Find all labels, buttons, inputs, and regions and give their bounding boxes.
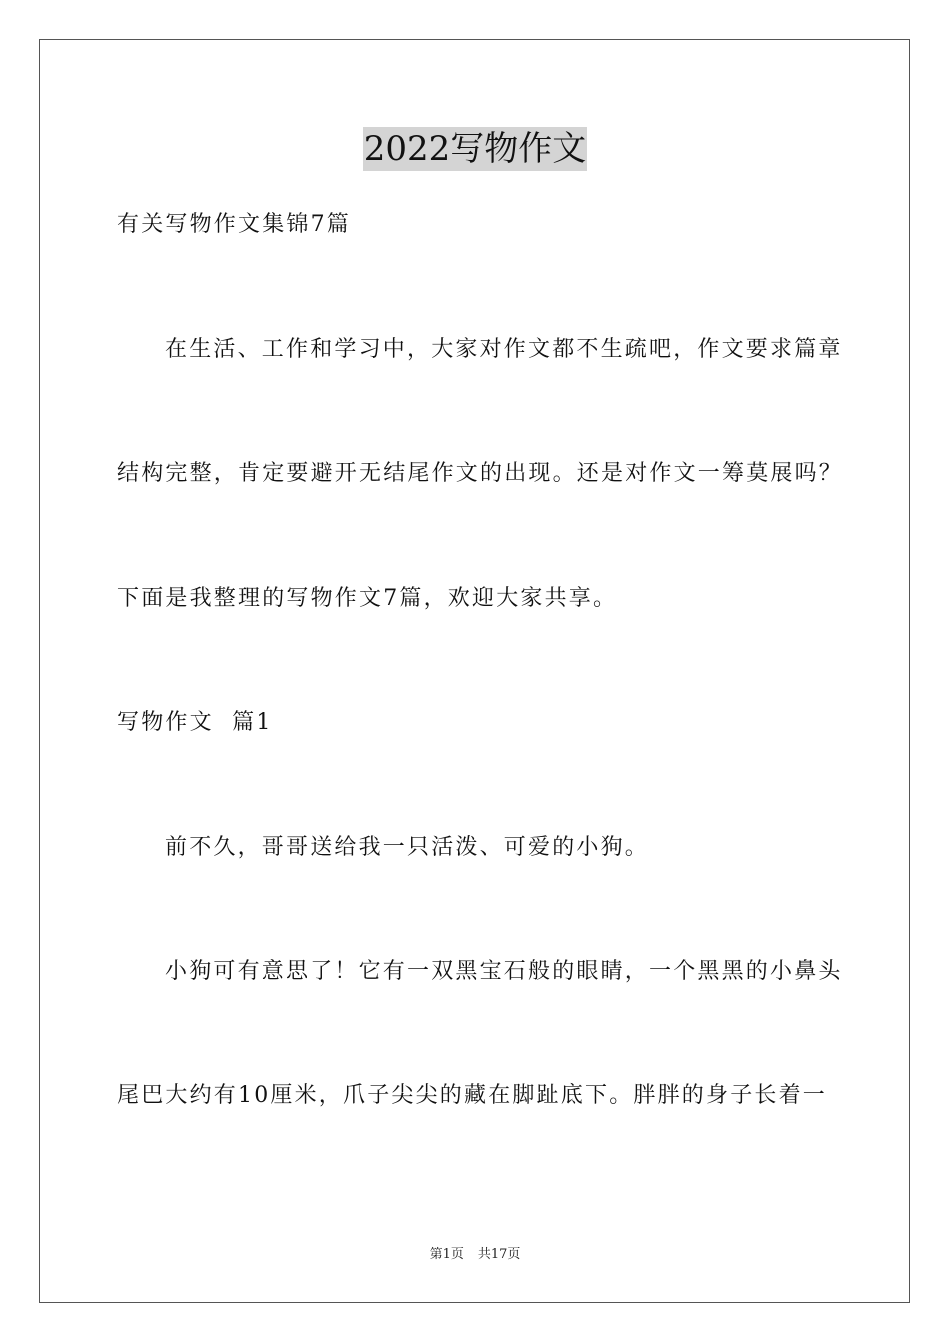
- document-title-container: [0, 127, 950, 177]
- section-line-1: 前不久，哥哥送给我一只活泼、可爱的小狗。: [165, 835, 650, 860]
- page-footer: [0, 1246, 950, 1264]
- section-line-2: 小狗可有意思了！它有一双黑宝石般的眼睛，一个黑黑的小鼻头: [165, 959, 843, 984]
- document-title: 2022写物作文: [363, 129, 587, 169]
- page-total: 共17页: [477, 1247, 521, 1262]
- document-subtitle: 有关写物作文集锦7篇: [117, 212, 351, 237]
- intro-line-3: 下面是我整理的写物作文7篇，欢迎大家共享。: [117, 586, 618, 611]
- section-heading: 写物作文 篇1: [117, 710, 273, 735]
- intro-line-2: 结构完整，肯定要避开无结尾作文的出现。还是对作文一筹莫展吗？: [117, 461, 844, 486]
- section-line-3: 尾巴大约有10厘米，爪子尖尖的藏在脚趾底下。胖胖的身子长着一: [117, 1083, 827, 1108]
- page-number: 第1页: [429, 1247, 464, 1262]
- intro-line-1: 在生活、工作和学习中，大家对作文都不生疏吧，作文要求篇章: [165, 337, 843, 362]
